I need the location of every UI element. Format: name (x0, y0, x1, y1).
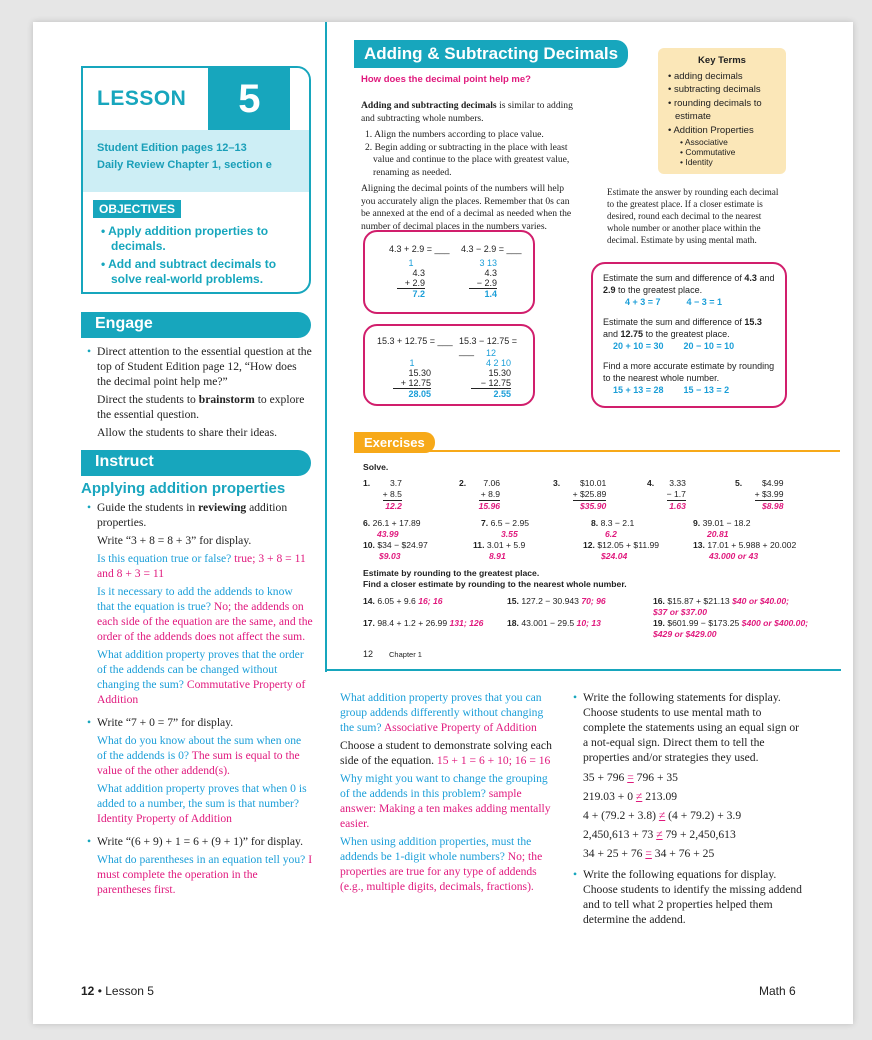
statement: 219.03 + 0 ≠ 213.09 (583, 790, 678, 803)
exercise-row-3 (363, 540, 833, 562)
estimate-prompt: Estimate the sum and difference of 4.3 and 2.9 to the greatest place. (603, 273, 775, 295)
addition-work: 1 4.3 + 2.9 7.2 (397, 258, 425, 299)
statement: 34 + 25 + 76 = 34 + 76 + 25 (583, 847, 715, 860)
exercise-item: 16. $15.87 + $21.13 $40 or $40.00; $37 or $37.00 (653, 596, 789, 617)
display-instruction: • Write “7 + 0 = 7” for display. (87, 715, 313, 730)
key-subterms: • Associative • Commutative • Identity (680, 137, 736, 167)
question-answer: Is it necessary to add the addends to know that the equation is true? No; the addends on each side of the equation are the same, and the order of the addends does not affect the sum. (97, 585, 313, 643)
student-page-footer: 12 Chapter 1 (363, 649, 422, 659)
objectives-list (83, 218, 309, 287)
estimate-result: 15 + 13 = 28 15 − 13 = 2 (613, 385, 730, 395)
exercise-item: 7. 6.5 − 2.95 3.55 (481, 518, 530, 539)
exercise-item: 14. 6.05 + 9.6 16; 16 (363, 596, 443, 606)
display-instruction: • Write the following equations for display. Choose students to identify the missing addend and to tell what 2 properties helped them determine the addend. (573, 867, 805, 927)
student-page-border-left (325, 22, 327, 672)
exercise-item: 8. 8.3 − 2.1 6.2 (591, 518, 635, 539)
engage-text (87, 344, 313, 443)
example-equation: 15.3 + 12.75 = ___ (377, 336, 453, 346)
exercise-item: 1. 3.7 + 8.5 12.2 (363, 478, 402, 511)
middle-column-text (340, 690, 556, 897)
key-term: • rounding decimals to estimate (668, 97, 762, 122)
estimate-prompt: Find a more accurate estimate by rounding to the nearest whole number. (603, 361, 775, 383)
question-answer: What do parentheses in an equation tell you? I must complete the operation in the parentheses first. (97, 853, 313, 896)
estimate-instructions: Estimate by rounding to the greatest place. Find a closer estimate by rounding to the nearest whole number. (363, 568, 627, 589)
exercise-item: 19. $601.99 − $173.25 $400 or $400.00; $429 or $429.00 (653, 618, 809, 639)
daily-review: Daily Review Chapter 1, section e (97, 159, 272, 171)
exercises-heading: Exercises (354, 432, 435, 453)
exercise-item: 13. 17.01 + 5.988 + 20.002 43.000 or 43 (693, 540, 797, 561)
question-answer: Is this equation true or false? true; 3 + 8 = 11 and 8 + 3 = 11 (97, 552, 306, 580)
subtraction-work: 3 13 4.3 − 2.9 1.4 (469, 258, 497, 299)
question-answer: What do you know about the sum when one of the addends is 0? The sum is equal to the value of the other addend(s). (97, 734, 302, 777)
student-page-title: Adding & Subtracting Decimals (354, 40, 628, 68)
student-page-border-bottom (325, 669, 841, 671)
exercise-item: 3. $10.01 + $25.89 $35.90 (553, 478, 607, 511)
right-column-text (573, 690, 805, 930)
engage-brainstorm: Direct the students to brainstorm to explore the essential question. (97, 393, 305, 421)
page-footer-left: 12 • Lesson 5 (81, 984, 154, 998)
key-terms-box (658, 48, 786, 174)
estimate-text: Estimate the answer by rounding each decimal to the greatest place. If a closer estimate is desired, round each decimal to the nearest whole number or another place within the decimal. Estimate by using mental math. (607, 187, 779, 245)
key-term: • subtracting decimals (668, 84, 761, 95)
lesson-box (81, 66, 311, 294)
exercise-item: 18. 43.001 − 29.5 10; 13 (507, 618, 601, 628)
lesson-intro-text: Adding and subtracting decimals is similar to adding and subtracting whole numbers. 1. Align the numbers according to place value. 2. Begin adding or subtracting in the place with least value and continue to the place with greatest value, renaming as needed. Aligning the decimal points of the numbers will help you accurately align the places. Remember that 0s can be annexed at the end of a decimal as needed when the number of decimal places in the numbers varies. (361, 100, 573, 232)
engage-bullet: • Direct attention to the essential question at the top of Student Edition page 12, “How does the decimal point help me?” (87, 344, 313, 389)
addition-work: 1 15.30 + 12.75 28.05 (393, 358, 431, 399)
exercise-item: 12. $12.05 + $11.99 $24.04 (583, 540, 660, 561)
instruct-subhead: Applying addition properties (81, 480, 286, 497)
lesson-references (83, 130, 309, 192)
display-instruction: • Write the following statements for display. Choose students to use mental math to complete the statements using an equal sign or a not-equal sign. Direct them to tell the properties and/or strategies they used. (573, 690, 805, 765)
objectives-title: OBJECTIVES (93, 200, 181, 218)
question-answer: What addition property proves that you can group addends differently without changing the sum? Associative Property of Addition (340, 691, 544, 734)
student-edition-pages: Student Edition pages 12–13 (97, 142, 247, 154)
exercise-item: 10. $34 − $24.97 $9.03 (363, 540, 428, 561)
worked-example-box-1 (363, 230, 535, 314)
exercise-item: 2. 7.06 + 8.9 15.96 (459, 478, 501, 511)
objective-item: • Add and subtract decimals to solve real-world problems. (101, 257, 277, 286)
question-answer: Why might you want to change the grouping of the addends in this problem? sample answer: Making a ten makes adding mentally easier. (340, 772, 551, 830)
exercise-item: 15. 127.2 − 30.943 70; 96 (507, 596, 606, 606)
statement-list (573, 768, 805, 863)
estimate-exercises (363, 596, 833, 646)
example-equation: 4.3 + 2.9 = ___ (389, 244, 450, 254)
exercises-rule (423, 450, 840, 452)
estimate-prompt: Estimate the sum and difference of 15.3 and 12.75 to the greatest place. (603, 317, 762, 339)
example-equation: 15.3 − 12.75 = ___ (459, 336, 518, 356)
lesson-number: 5 (208, 68, 290, 130)
statement: 4 + (79.2 + 3.8) ≠ (4 + 79.2) + 3.9 (583, 809, 742, 822)
estimation-box (591, 262, 787, 408)
exercise-item: 17. 98.4 + 1.2 + 26.99 131; 126 (363, 618, 484, 628)
statement: 35 + 796 = 796 + 35 (583, 771, 678, 784)
engage-share: Allow the students to share their ideas. (97, 426, 277, 439)
exercise-item: 6. 26.1 + 17.89 43.99 (363, 518, 421, 539)
display-instruction: Write “3 + 8 = 8 + 3” for display. (97, 534, 252, 547)
exercise-item: 4. 3.33 − 1.7 1.63 (647, 478, 686, 511)
engage-heading: Engage (81, 312, 311, 338)
subtraction-work: 12 4 2 10 15.30 − 12.75 2.55 (471, 348, 511, 399)
key-terms-title: Key Terms (698, 55, 746, 66)
exercise-item: 9. 39.01 − 18.2 20.81 (693, 518, 751, 539)
lesson-word: LESSON (97, 87, 187, 110)
exercise-item: 5. $4.99 + $3.99 $8.98 (735, 478, 784, 511)
key-term: • adding decimals (668, 70, 743, 82)
estimate-result: 4 + 3 = 7 4 − 3 = 1 (625, 297, 723, 307)
teacher-edition-page (33, 22, 853, 1024)
statement: 2,450,613 + 73 ≠ 79 + 2,450,613 (583, 828, 736, 841)
objective-item: • Apply addition properties to decimals. (101, 224, 269, 253)
exercise-item: 11. 3.01 + 5.9 8.91 (473, 540, 526, 561)
instruct-bullet: • Guide the students in reviewing addition properties. (87, 500, 313, 530)
page-footer-right: Math 6 (759, 984, 796, 998)
exercise-row-2 (363, 518, 833, 540)
exercise-row-1 (363, 478, 833, 518)
lesson-header (83, 68, 309, 130)
display-instruction: • Write “(6 + 9) + 1 = 6 + (9 + 1)” for display. (87, 834, 313, 849)
instruct-text (87, 500, 313, 900)
question-answer: Choose a student to demonstrate solving each side of the equation. 15 + 1 = 6 + 10; 16 = 16 (340, 739, 552, 767)
question-answer: What addition property proves that the order of the addends can be changed without changing the sum? Commutative Property of Addition (97, 648, 306, 706)
solve-label: Solve. (363, 462, 389, 472)
instruct-heading: Instruct (81, 450, 311, 476)
question-answer: What addition property proves that when 0 is added to a number, the sum is that number? Identity Property of Addition (97, 782, 307, 825)
example-equation: 4.3 − 2.9 = ___ (461, 244, 522, 254)
key-term: • Addition Properties (668, 124, 754, 136)
essential-question: How does the decimal point help me? (361, 74, 531, 85)
estimate-result: 20 + 10 = 30 20 − 10 = 10 (613, 341, 735, 351)
question-answer: When using addition properties, must the addends be 1-digit whole numbers? No; the properties are true for any type of addends (e.g., multiple digits, decimals, fractions). (340, 835, 543, 893)
worked-example-box-2 (363, 324, 535, 406)
